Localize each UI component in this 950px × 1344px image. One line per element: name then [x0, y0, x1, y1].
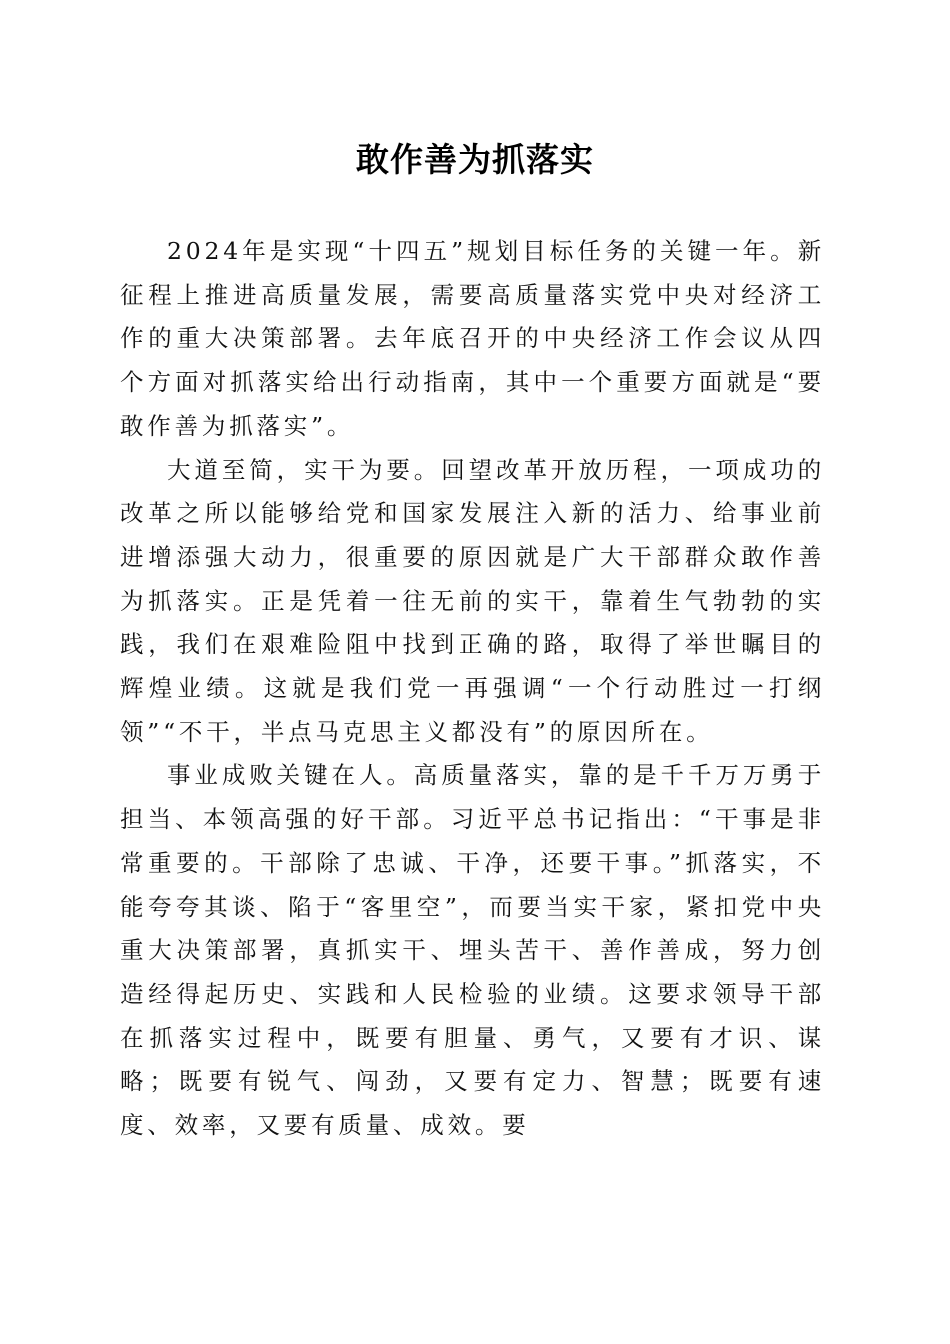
page-title: 敢作善为抓落实: [356, 140, 594, 179]
paragraph-2: 大道至简，实干为要。回望改革开放历程，一项成功的改革之所以能够给党和国家发展注入新的活力、给事业前进增添强大动力，很重要的原因就是广大干部群众敢作善为抓落实。正是凭着一往无前的实干，靠着生气勃勃的实践，我们在艰难险阻中找到正确的路，取得了举世瞩目的辉煌业绩。这就是我们党一再强调“一个行动胜过一打纲领”“不干，半点马克思主义都没有”的原因所在。: [120, 455, 825, 746]
paragraph-3: 事业成败关键在人。高质量落实，靠的是千千万万勇于担当、本领高强的好干部。习近平总书记指出：“干事是非常重要的。干部除了忠诚、干净，还要干事。”抓落实，不能夸夸其谈、陷于“客里空”，而要当实干家，紧扣党中央重大决策部署，真抓实干、埋头苦干、善作善成，努力创造经得起历史、实践和人民检验的业绩。这要求领导干部在抓落实过程中，既要有胆量、勇气，又要有才识、谋略；既要有锐气、闯劲，又要有定力、智慧；既要有速度、效率，又要有质量、成效。要: [120, 761, 825, 1140]
paragraph-1: 2024年是实现“十四五”规划目标任务的关键一年。新征程上推进高质量发展，需要高质量落实党中央对经济工作的重大决策部署。去年底召开的中央经济工作会议从四个方面对抓落实给出行动指南，其中一个重要方面就是“要敢作善为抓落实”。: [120, 237, 825, 440]
document-body: [120, 230, 825, 1148]
